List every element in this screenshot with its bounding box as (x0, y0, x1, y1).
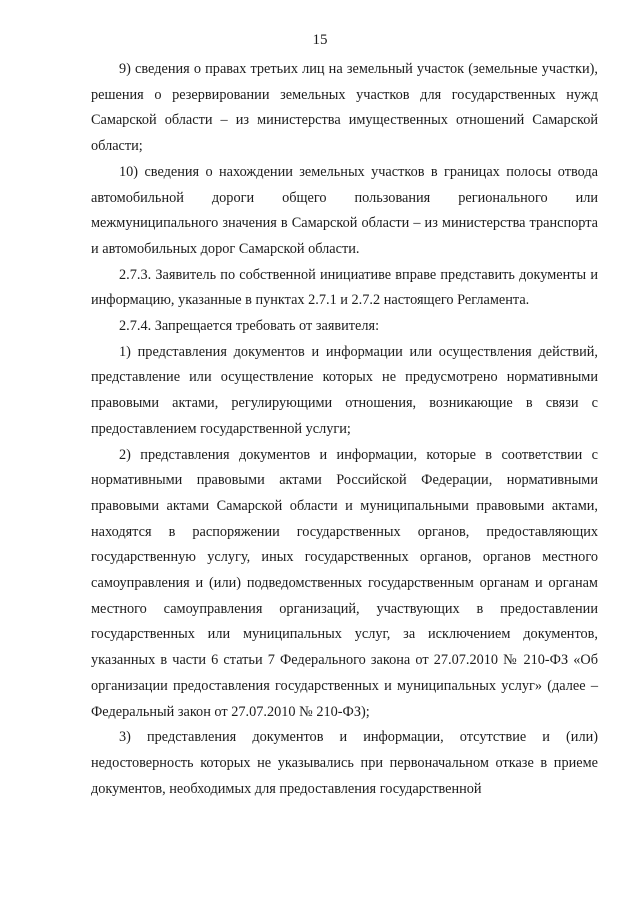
paragraph-item-3: 3) представления документов и информации, отсутствие и (или) недостоверность которых не указывались при первоначальном отказе в приеме документов, необходимых для предоставления государственной (91, 729, 598, 797)
paragraph-2-7-3: 2.7.3. Заявитель по собственной инициативе вправе представить документы и информацию, указанные в пунктах 2.7.1 и 2.7.2 настоящего Регламента. (91, 266, 598, 309)
paragraph-2-7-4: 2.7.4. Запрещается требовать от заявителя: (119, 318, 380, 335)
paragraph-item-10: 10) сведения о нахождении земельных участков в границах полосы отвода автомобильной дороги общего пользования регионального или межмуниципального значения в Самарской области – из министерства транспорта и автомобильных дорог Самарской области. (91, 163, 598, 257)
page-number: 15 (312, 32, 328, 48)
paragraph-item-2: 2) представления документов и информации, которые в соответствии с нормативными правовыми актами Российской Федерации, нормативными правовыми актами Самарской области и муниципальными правовыми актами, находятся в распоряжении государственных органов, предоставляющих государственную услугу, иных государственных органов, органов местного самоуправления и (или) подведомственных государственным органам и органам местного самоуправления организаций, участвующих в предоставлении государственных или муниципальных услуг, за исключением документов, указанных в части 6 статьи 7 Федерального закона от 27.07.2010 № 210-ФЗ «Об организации предоставления государственных и муниципальных услуг» (далее – Федеральный закон от 27.07.2010 № 210-ФЗ); (91, 446, 598, 720)
document-body (91, 57, 598, 802)
paragraph-item-9: 9) сведения о правах третьих лиц на земельный участок (земельные участки), решения о резервировании земельных участков для государственных нужд Самарской области – из министерства имущественных отношений Самарской области; (91, 61, 598, 155)
paragraph-item-1: 1) представления документов и информации или осуществления действий, представление или осуществление которых не предусмотрено нормативными правовыми актами, регулирующими отношения, возникающие в связи с предоставлением государственной услуги; (91, 343, 598, 437)
